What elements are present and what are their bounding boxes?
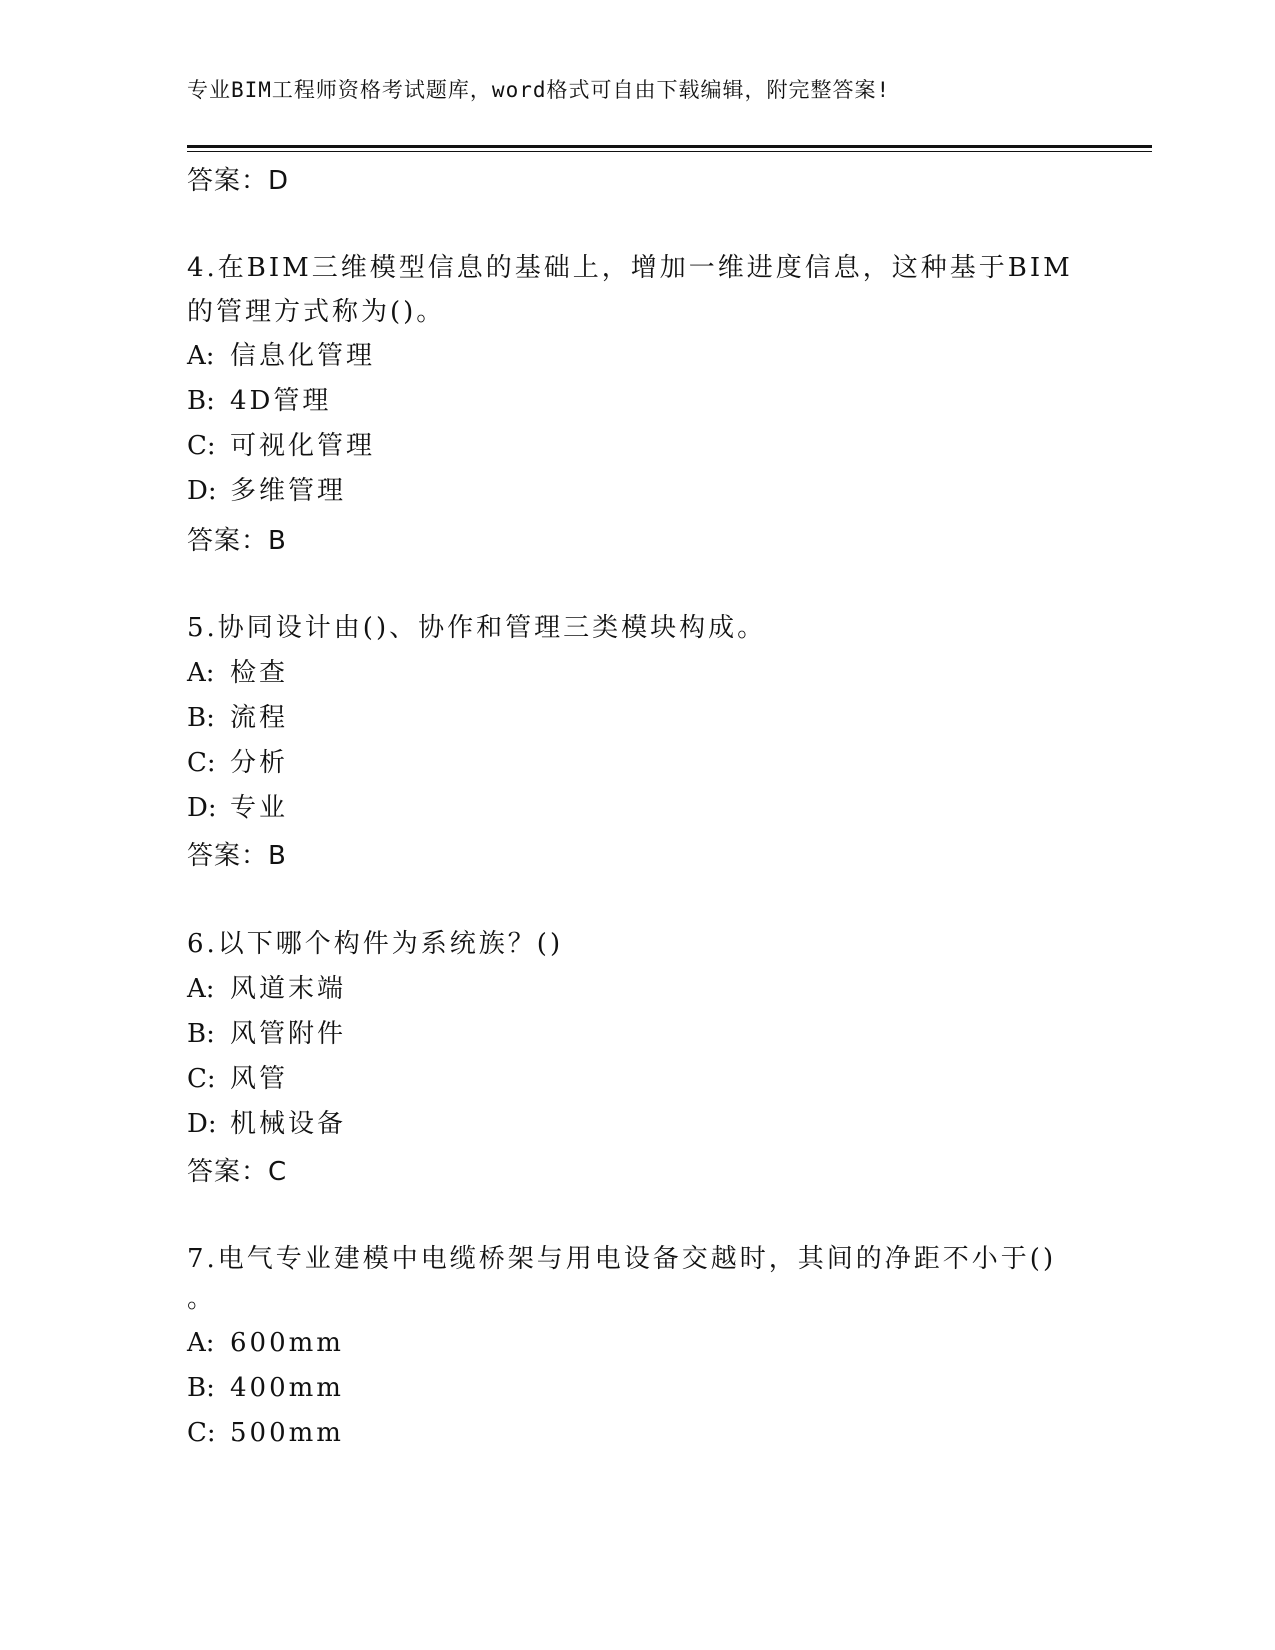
option-text: 风管附件	[230, 1019, 347, 1049]
option-d	[187, 787, 288, 824]
option-a	[187, 1328, 344, 1358]
option-b	[187, 1013, 346, 1050]
option-text: 可视化管理	[230, 431, 376, 461]
option-b	[187, 1373, 344, 1403]
option-letter: A:	[187, 1328, 215, 1358]
option-letter: C:	[187, 1064, 216, 1094]
option-letter: D:	[187, 1109, 217, 1139]
option-d	[187, 470, 346, 507]
option-c	[187, 1418, 344, 1448]
option-b	[187, 380, 331, 417]
option-letter: C:	[187, 431, 216, 461]
option-a	[187, 968, 346, 1005]
option-text: 信息化管理	[230, 341, 376, 371]
option-c	[187, 425, 375, 462]
answer: 答案：C	[187, 1157, 288, 1187]
option-text: 400mm	[230, 1373, 344, 1403]
option-d	[187, 1103, 346, 1140]
header-rule-thin	[187, 151, 1152, 152]
answer: 答案：B	[187, 841, 287, 871]
option-text: 机械设备	[230, 1109, 347, 1139]
option-text: 流程	[230, 703, 289, 733]
option-text: 分析	[230, 748, 289, 778]
option-letter: B:	[187, 1373, 215, 1403]
option-text: 多维管理	[230, 476, 347, 506]
option-letter: B:	[187, 703, 215, 733]
question-stem-line: 5.协同设计由()、协作和管理三类模块构成。	[187, 613, 767, 643]
option-letter: B:	[187, 386, 215, 416]
question-stem-line: 4.在BIM三维模型信息的基础上，增加一维进度信息，这种基于BIM	[187, 253, 1073, 283]
question-stem-line: 7.电气专业建模中电缆桥架与用电设备交越时，其间的净距不小于()	[187, 1244, 1057, 1274]
question-stem-line: 。	[187, 1284, 217, 1314]
option-text: 500mm	[230, 1418, 344, 1448]
option-a	[187, 652, 288, 689]
option-c	[187, 1058, 288, 1095]
option-text: 600mm	[230, 1328, 344, 1358]
question-stem-line: 的管理方式称为()。	[187, 297, 446, 327]
option-letter: D:	[187, 476, 217, 506]
option-c	[187, 742, 288, 779]
option-text: 风管	[230, 1064, 289, 1094]
option-text: 检查	[230, 658, 289, 688]
previous-answer: 答案：D	[187, 166, 290, 196]
page-header: 专业BIM工程师资格考试题库，word格式可自由下载编辑，附完整答案!	[187, 78, 891, 102]
option-letter: C:	[187, 748, 216, 778]
answer: 答案：B	[187, 526, 287, 556]
option-letter: A:	[187, 974, 215, 1004]
option-b	[187, 697, 288, 734]
option-letter: D:	[187, 793, 217, 823]
question-stem-line: 6.以下哪个构件为系统族？()	[187, 929, 564, 959]
option-text: 专业	[230, 793, 289, 823]
option-text: 4D管理	[230, 386, 332, 416]
option-letter: C:	[187, 1418, 216, 1448]
option-a	[187, 335, 375, 372]
option-text: 风道末端	[230, 974, 347, 1004]
option-letter: A:	[187, 658, 215, 688]
option-letter: B:	[187, 1019, 215, 1049]
option-letter: A:	[187, 341, 215, 371]
header-rule-thick	[187, 145, 1152, 148]
